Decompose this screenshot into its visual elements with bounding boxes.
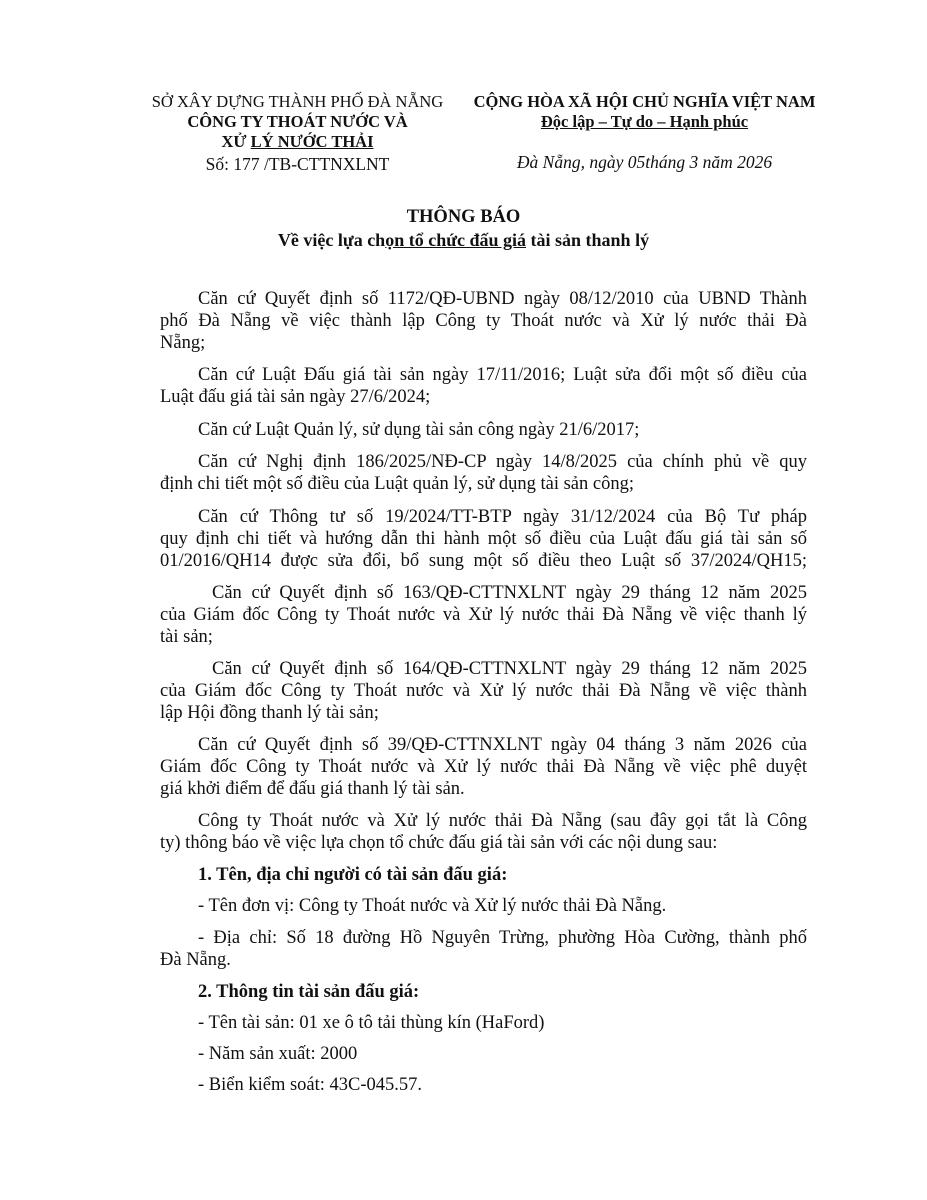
- paragraph-line: phố Đà Nẵng về việc thành lập Công ty Thoát nước và Xử lý nước thải Đà: [160, 311, 807, 331]
- subtitle-part-b: ọn tổ chức đấu giá: [385, 230, 527, 250]
- section-2-asset-name: - Tên tài sản: 01 xe ô tô tải thùng kín (HaFord): [198, 1013, 545, 1033]
- paragraph-line: ty) thông báo về việc lựa chọn tổ chức đấu giá tài sản với các nội dung sau:: [160, 833, 718, 853]
- paragraph-line: giá khởi điểm để đấu giá thanh lý tài sản.: [160, 779, 465, 799]
- paragraph-line: Căn cứ Luật Đấu giá tài sản ngày 17/11/2016; Luật sửa đổi một số điều của: [198, 365, 807, 385]
- paragraph-line: Căn cứ Luật Quản lý, sử dụng tài sản công ngày 21/6/2017;: [198, 420, 640, 440]
- nation-block: [462, 92, 827, 172]
- section-2-plate: - Biển kiểm soát: 43C-045.57.: [198, 1075, 423, 1095]
- section-1-address-line: Đà Nẵng.: [160, 950, 231, 970]
- paragraph-line: Nẵng;: [160, 333, 206, 353]
- motto: [462, 112, 827, 132]
- paragraph-line: Căn cứ Quyết định số 39/QĐ-CTTNXLNT ngày 04 tháng 3 năm 2026 của: [198, 735, 807, 755]
- document-title: THÔNG BÁO: [406, 207, 521, 227]
- paragraph-line: Căn cứ Nghị định 186/2025/NĐ-CP ngày 14/8/2025 của chính phủ về quy: [198, 452, 807, 472]
- section-2-year: - Năm sản xuất: 2000: [198, 1044, 358, 1064]
- paragraph-line: Căn cứ Thông tư số 19/2024/TT-BTP ngày 31/12/2024 của Bộ Tư pháp: [198, 507, 807, 527]
- subtitle-part-c: tài sản thanh lý: [526, 230, 650, 250]
- section-1-heading: 1. Tên, địa chỉ người có tài sản đấu giá:: [198, 865, 508, 885]
- paragraph-line: Giám đốc Công ty Thoát nước và Xử lý nước thải Đà Nẵng về việc phê duyệt: [160, 757, 807, 777]
- paragraph-line: Công ty Thoát nước và Xử lý nước thải Đà Nẵng (sau đây gọi tắt là Công: [198, 811, 807, 831]
- subtitle-part-a: Về việc lựa ch: [277, 230, 386, 250]
- paragraph-line: Căn cứ Quyết định số 1172/QĐ-UBND ngày 08/12/2010 của UBND Thành: [198, 289, 807, 309]
- agency-block: [140, 92, 455, 174]
- section-1-address-line: - Địa chỉ: Số 18 đường Hồ Nguyên Trừng, phường Hòa Cường, thành phố: [198, 928, 807, 948]
- section-1-unit: - Tên đơn vị: Công ty Thoát nước và Xử lý nước thải Đà Nẵng.: [198, 896, 667, 916]
- paragraph-line: tài sản;: [160, 627, 213, 647]
- motto-text: Độc lập – Tự do – Hạnh phúc: [540, 112, 749, 131]
- agency-name-line2: [140, 132, 455, 152]
- section-2-heading: 2. Thông tin tài sản đấu giá:: [198, 982, 420, 1002]
- nation-title: CỘNG HÒA XÃ HỘI CHỦ NGHĨA VIỆT NAM: [473, 92, 816, 111]
- paragraph-line: lập Hội đồng thanh lý tài sản;: [160, 703, 379, 723]
- paragraph-line: Căn cứ Quyết định số 163/QĐ-CTTNXLNT ngày 29 tháng 12 năm 2025: [212, 583, 807, 603]
- paragraph-line: định chi tiết một số điều của Luật quản lý, sử dụng tài sản công;: [160, 474, 634, 494]
- place-date: Đà Nẵng, ngày 05tháng 3 năm 2026: [516, 152, 773, 172]
- agency-parent: SỞ XÂY DỰNG THÀNH PHỐ ĐÀ NẴNG: [151, 92, 444, 111]
- agency-name-part-b: LÝ NƯỚC THẢI: [250, 132, 374, 151]
- paragraph-line: của Giám đốc Công ty Thoát nước và Xử lý nước thải Đà Nẵng về việc thanh lý: [160, 605, 807, 625]
- paragraph-line: Luật đấu giá tài sản ngày 27/6/2024;: [160, 387, 431, 407]
- paragraph-line: 01/2016/QH14 được sửa đổi, bổ sung một số điều theo Luật số 37/2024/QH15;: [160, 551, 807, 571]
- paragraph-line: quy định chi tiết và hướng dẫn thi hành một số điều của Luật đấu giá tài sản số: [160, 529, 807, 549]
- agency-name-part-a: XỬ: [221, 132, 251, 151]
- paragraph-line: Căn cứ Quyết định số 164/QĐ-CTTNXLNT ngày 29 tháng 12 năm 2025: [212, 659, 807, 679]
- document-subtitle: [0, 229, 927, 251]
- agency-name-line1: CÔNG TY THOÁT NƯỚC VÀ: [187, 112, 408, 131]
- document-number: Số: 177 /TB-CTTNXLNT: [205, 154, 390, 174]
- paragraph-line: của Giám đốc Công ty Thoát nước và Xử lý nước thải Đà Nẵng về việc thành: [160, 681, 807, 701]
